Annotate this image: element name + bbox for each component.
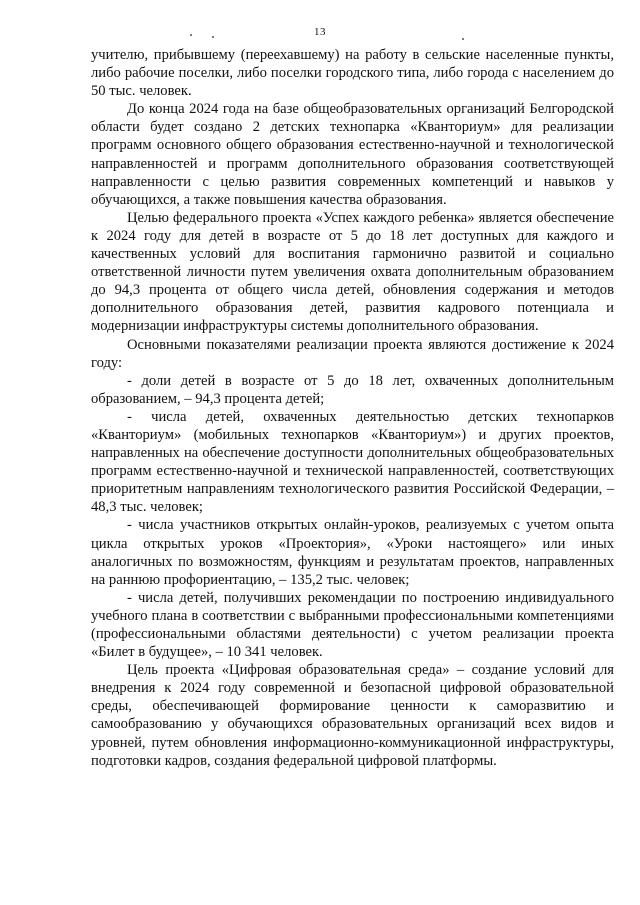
paragraph-digital-environment: Цель проекта «Цифровая образовательная среда» – создание условий для внедрения к 2024 году современной и безопасной цифровой образовательной среды, обеспечивающей формирование ценности к саморазвитию и самообразованию у обучающихся образовательных организаций всех видов и уровней, путем обновления информационно-коммуникационной инфраструктуры, подготовки кадров, создания федеральной цифровой платформы. xyxy=(91,662,614,769)
paragraph-continuation: учителю, прибывшему (переехавшему) на работу в сельские населенные пункты, либо рабочие поселки, либо поселки городского типа, либо города с населением до 50 тыс. человек. xyxy=(91,47,614,100)
paragraph-kvantorium: До конца 2024 года на базе общеобразовательных организаций Белгородской области будет создано 2 детских технопарка «Кванториум» для реализации программ основного общего образования естественно-научной и технологической направленностей и программ дополнительного образования соответствующей направленности с целью развития современных компетенций и навыков у обучающихся, а также повышения качества образования. xyxy=(91,101,614,208)
paragraph-success-project: Целью федерального проекта «Успех каждого ребенка» является обеспечение к 2024 году для детей в возрасте от 5 до 18 лет доступных для каждого и качественных условий для воспитания гармонично развитой и социально ответственной личности путем увеличения охвата дополнительным образованием до 94,3 процента от общего числа детей, обновления содержания и методов дополнительного образования детей, развития кадрового потенциала и модернизации инфраструктуры системы дополнительного образования. xyxy=(91,209,614,335)
paragraph-indicators-intro: Основными показателями реализации проекта являются достижение к 2024 году: xyxy=(91,336,614,371)
list-item-indicator: - числа детей, охваченных деятельностью детских технопарков «Кванториум» (мобильных технопарков «Кванториум») и других проектов, направленных на обеспечение доступности дополнительных общеобразовательных программ естественно-научной и технической направленностей, соответствующих приоритетным направлениям технологического развития Российской Федерации, – 48,3 тыс. человек; xyxy=(91,408,614,516)
scan-speck xyxy=(212,36,214,38)
scan-speck xyxy=(462,38,464,40)
scan-speck xyxy=(190,34,192,36)
document-body xyxy=(91,46,614,770)
list-item-indicator: - доли детей в возрасте от 5 до 18 лет, охваченных дополнительным образованием, – 94,3 процента детей; xyxy=(91,372,614,407)
list-item-indicator: - числа участников открытых онлайн-уроков, реализуемых с учетом опыта цикла открытых уроков «Проектория», «Уроки настоящего» или иных аналогичных по возможностям, функциям и результатам проектов, направленных на раннюю профориентацию, – 135,2 тыс. человек; xyxy=(91,517,614,588)
list-item-indicator: - числа детей, получивших рекомендации по построению индивидуального учебного плана в соответствии с выбранными профессиональными компетенциями (профессиональными областями деятельности) с учетом реализации проекта «Билет в будущее», – 10 341 человек. xyxy=(91,589,614,661)
page-number: 13 xyxy=(314,26,326,38)
